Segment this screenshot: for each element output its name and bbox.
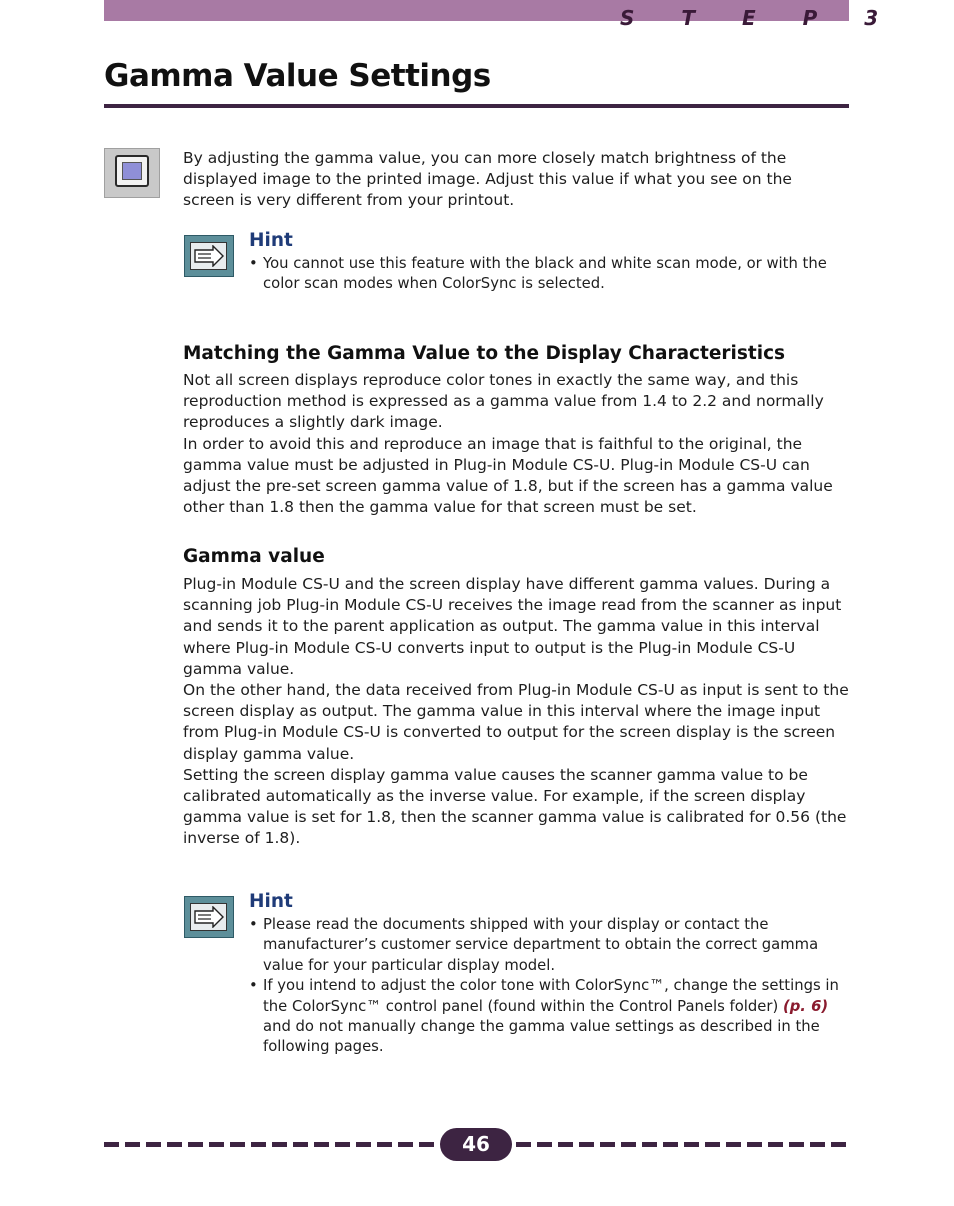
hint-item: • You cannot use this feature with the black and white scan mode, or with the color scan modes when ColorSync is selected. <box>249 254 849 295</box>
hint-title: Hint <box>249 891 293 912</box>
hint-list <box>249 254 849 295</box>
hint-list <box>249 915 849 1058</box>
intro-text: By adjusting the gamma value, you can more closely match brightness of the displayed image to the printed image. Adjust this value if what you see on the screen is very different from your printout. <box>183 149 792 210</box>
hint-title: Hint <box>249 230 293 251</box>
paragraph: Not all screen displays reproduce color tones in exactly the same way, and this reproduction method is expressed as a gamma value from 1.4 to 2.2 and normally reproduces a slightly dark image. <box>183 371 824 432</box>
title-underline <box>104 104 849 108</box>
hint-item: • If you intend to adjust the color tone with ColorSync™, change the settings in the ColorSync™ control panel (found within the Control Panels folder) (p. 6) and do not manually change the gamma value settings as described in the following pages. <box>249 976 849 1058</box>
page-number: 46 <box>440 1128 512 1161</box>
section-heading-matching: Matching the Gamma Value to the Display Characteristics <box>183 343 786 364</box>
hint-item: • Please read the documents shipped with your display or contact the manufacturer’s customer service department to obtain the correct gamma value for your particular display model. <box>249 915 849 976</box>
section-matching-body <box>183 370 848 518</box>
step-label: S T E P 3 <box>620 6 899 30</box>
footer-dashes-right <box>516 1142 849 1147</box>
paragraph: Plug-in Module CS-U and the screen display have different gamma values. During a scanning job Plug-in Module CS-U receives the image read from the scanner as input and sends it to the parent application as output. The gamma value in this interval where Plug-in Module CS-U converts input to output is the Plug-in Module CS-U gamma value. <box>183 575 842 678</box>
paragraph: On the other hand, the data received from Plug-in Module CS-U as input is sent to the screen display as output. The gamma value in this interval where the image input from Plug-in Module CS-U is converted to output for the screen display is the screen display gamma value. <box>183 681 849 763</box>
footer-dashes-left <box>104 1142 440 1147</box>
section-heading-gamma-value: Gamma value <box>183 546 325 567</box>
page-reference-link[interactable]: (p. 6) <box>782 997 829 1015</box>
section-gamma-value-body <box>183 574 851 850</box>
hint-note-icon <box>184 235 234 277</box>
hint-note-icon <box>184 896 234 938</box>
window-icon <box>104 148 160 198</box>
paragraph: In order to avoid this and reproduce an image that is faithful to the original, the gamma value must be adjusted in Plug-in Module CS-U. Plug-in Module CS-U can adjust the pre-set screen gamma value of 1.8, but if the screen has a gamma value other than 1.8 then the gamma value for that screen must be set. <box>183 434 833 517</box>
paragraph: Setting the screen display gamma value causes the scanner gamma value to be calibrated automatically as the inverse value. For example, if the screen display gamma value is set for 1.8, then the scanner gamma value is calibrated for 0.56 (the inverse of 1.8). <box>183 765 847 848</box>
page-title: Gamma Value Settings <box>104 58 491 94</box>
